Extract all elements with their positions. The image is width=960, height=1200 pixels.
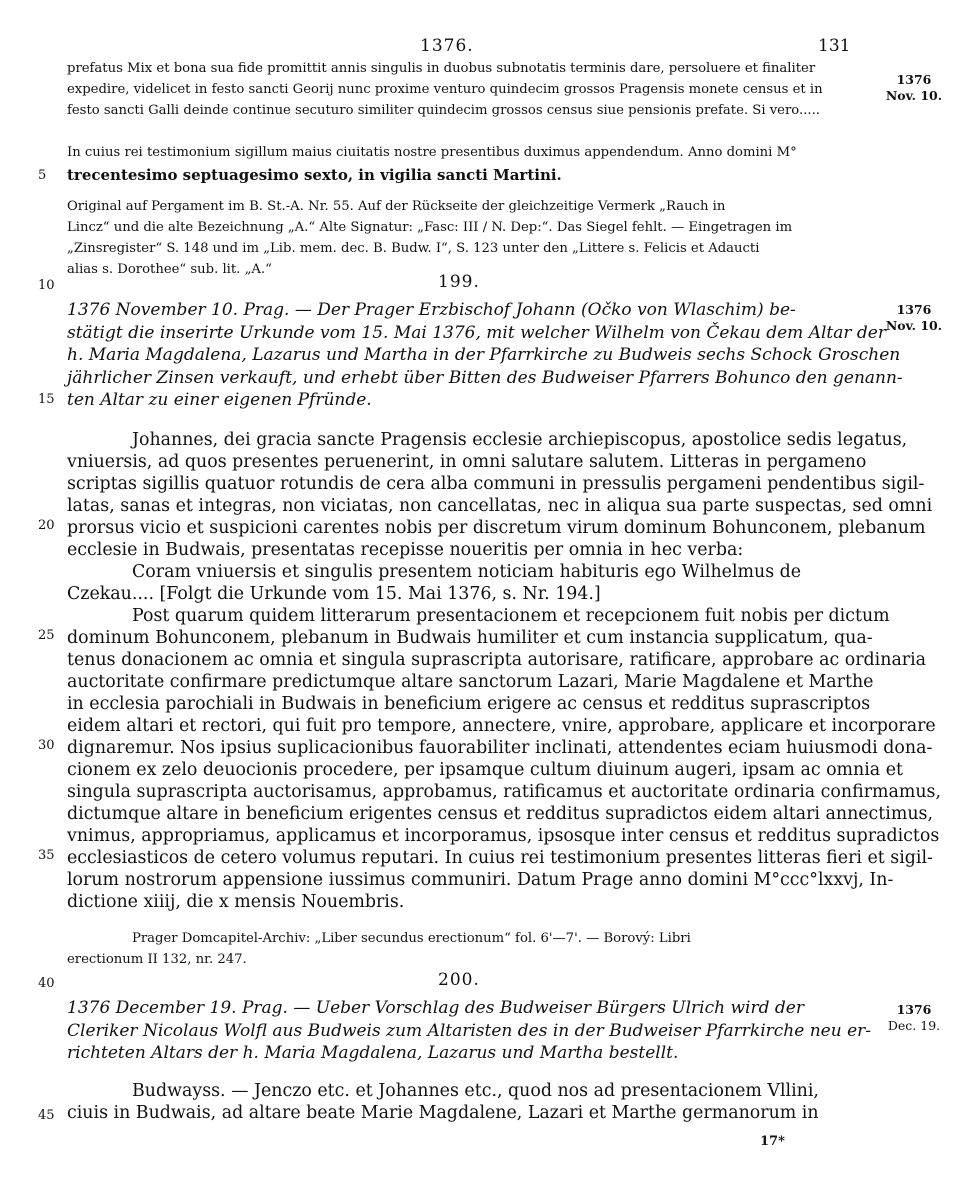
text-line: „Zinsregister“ S. 148 und im „Lib. mem. dec. B. Budw. I“, S. 123 unter den „Littere s. Felicis et Adaucti — [67, 241, 760, 256]
text-line: trecentesimo septuagesimo sexto, in vigilia sancti Martini. — [67, 166, 562, 184]
text-line: 1376 December 19. Prag. — Ueber Vorschlag des Budweiser Bürgers Ulrich wird der — [67, 998, 804, 1018]
page-number: 131 — [818, 36, 851, 56]
document-number-199: 199. — [438, 272, 480, 292]
text-line: cionem ex zelo deuocionis procedere, per ipsamque cultum diuinum augeri, ipsam ac omnia et — [67, 760, 903, 780]
signature-mark: 17* — [760, 1134, 785, 1149]
text-line: stätigt die inserirte Urkunde vom 15. Mai 1376, mit welcher Wilhelm von Čekau dem Altar der — [67, 322, 886, 343]
text-line: Johannes, dei gracia sancte Pragensis ecclesie archiepiscopus, apostolice sedis legatus, — [132, 430, 908, 450]
text-line: dictione xiiij, die x mensis Nouembris. — [67, 892, 405, 912]
line-number: 10 — [38, 278, 55, 293]
text-line: scriptas sigillis quatuor rotundis de cera alba communi in pressulis pergameni pendentibus sigil- — [67, 474, 925, 494]
text-line: prorsus vicio et suspicioni carentes nobis per discretum virum dominum Bohunconem, plebanum — [67, 518, 926, 538]
text-line: vniuersis, ad quos presentes peruenerint, in omni salutare salutem. Litteras in pergameno — [67, 452, 867, 472]
running-header-year: 1376. — [420, 36, 474, 56]
text-line: alias s. Dorothee“ sub. lit. „A.“ — [67, 262, 272, 277]
text-line: prefatus Mix et bona sua fide promittit annis singulis in duobus subnotatis terminis dare, persoluere et finaliter — [67, 61, 816, 76]
text-line: expedire, videlicet in festo sancti Georij nunc proxime venturo quindecim grossos Pragensis monete census et in — [67, 82, 823, 97]
line-number: 35 — [38, 848, 55, 863]
line-number: 20 — [38, 518, 55, 533]
text-line: Coram vniuersis et singulis presentem noticiam habituris ego Wilhelmus de — [132, 562, 802, 582]
archival-note-198 — [67, 196, 867, 280]
text-line: dictumque altare in beneficium erigentes census et redditus supradictos eidem altari annectimus, — [67, 804, 933, 824]
document-text-200 — [67, 1080, 867, 1124]
text-line: eidem altari et rectori, qui fuit pro tempore, annectere, vnire, approbare, applicare et incorporare — [67, 716, 936, 736]
document-text-199 — [67, 429, 942, 913]
regest-200 — [67, 997, 871, 1065]
text-line: In cuius rei testimonium sigillum maius ciuitatis nostre presentibus duximus appendendum. Anno domini M° — [67, 145, 797, 160]
intro-text-final — [67, 142, 867, 186]
text-line: jährlicher Zinsen verkauft, und erhebt über Bitten des Budweiser Pfarrers Bohunco den genann- — [67, 367, 903, 388]
text-line: Budwayss. — Jenczo etc. et Johannes etc., quod nos ad presentacionem Vllini, — [132, 1081, 819, 1101]
text-line: lorum nostrorum appensione iussimus communiri. Datum Prage anno domini M°ccc°lxxvj, In- — [67, 870, 894, 890]
line-number: 5 — [38, 168, 47, 183]
text-line: festo sancti Galli deinde continue secuturo similiter quindecim grossos census siue pensionis prefate. Si vero..... — [67, 103, 820, 118]
text-line: Original auf Pergament im B. St.-A. Nr. 55. Auf der Rückseite der gleichzeitige Vermerk „Rauch in — [67, 199, 726, 214]
text-line: 1376 November 10. Prag. — Der Prager Erzbischof Johann (Očko von Wlaschim) be- — [67, 300, 796, 320]
regest-199 — [67, 299, 903, 412]
text-line: Prager Domcapitel-Archiv: „Liber secundus erectionum“ fol. 6'—7'. — Borový: Libri — [132, 931, 691, 946]
line-number: 40 — [38, 976, 55, 991]
text-line: ecclesie in Budwais, presentatas recepisse noueritis per omnia in hec verba: — [67, 540, 744, 560]
margin-date-2: 1376 Nov. 10. — [885, 302, 943, 333]
text-line: ecclesiasticos de cetero volumus reputari. In cuius rei testimonium presentes litteras fieri et sigil- — [67, 848, 933, 868]
text-line: vnimus, appropriamus, applicamus et incorporamus, ipsosque inter census et redditus supradictos — [67, 826, 940, 846]
margin-date-1: 1376 Nov. 10. — [885, 72, 943, 103]
text-line: Post quarum quidem litterarum presentacionem et recepcionem fuit nobis per dictum — [132, 606, 890, 626]
archival-note-199 — [67, 928, 867, 970]
text-line: Cleriker Nicolaus Wolfl aus Budweis zum Altaristen des in der Budweiser Pfarrkirche neu er- — [67, 1020, 871, 1041]
document-number-200: 200. — [438, 970, 480, 990]
text-line: h. Maria Magdalena, Lazarus und Martha in der Pfarrkirche zu Budweis sechs Schock Groschen — [67, 345, 901, 366]
text-line: ten Altar zu einer eigenen Pfründe. — [67, 390, 372, 411]
text-line: tenus donacionem ac omnia et singula suprascripta autorisare, ratificare, approbare ac ordinaria — [67, 650, 927, 670]
text-line: latas, sanas et integras, non viciatas, non cancellatas, nec in aliqua sua parte suspectas, sed omni — [67, 496, 933, 516]
text-line: dignaremur. Nos ipsius suplicacionibus fauorabiliter inclinati, attendentes eciam huiusmodi dona- — [67, 738, 933, 758]
text-line: dominum Bohunconem, plebanum in Budwais humiliter et cum instancia supplicatum, qua- — [67, 628, 873, 648]
line-number: 45 — [38, 1108, 55, 1123]
margin-date-3: 1376 Dec. 19. — [887, 1002, 941, 1033]
intro-text — [67, 58, 867, 121]
text-line: erectionum II 132, nr. 247. — [67, 952, 247, 967]
text-line: auctoritate confirmare predictumque altare sanctorum Lazari, Marie Magdalene et Marthe — [67, 672, 874, 692]
text-line: in ecclesia parochiali in Budwais in beneficium erigere ac census et redditus suprascriptos — [67, 694, 871, 714]
text-line: Czekau.... [Folgt die Urkunde vom 15. Mai 1376, s. Nr. 194.] — [67, 584, 601, 604]
text-line: singula suprascripta auctorisamus, approbamus, ratificamus et auctoritate ordinaria confirmamus, — [67, 782, 942, 802]
text-line: richteten Altars der h. Maria Magdalena, Lazarus und Martha bestellt. — [67, 1043, 679, 1064]
text-line: Lincz“ und die alte Bezeichnung „A.“ Alte Signatur: „Fasc: III / N. Dep:“. Das Siegel fehlt. — Eingetragen im — [67, 220, 793, 235]
line-number: 15 — [38, 392, 55, 407]
line-number: 25 — [38, 628, 55, 643]
line-number: 30 — [38, 738, 55, 753]
text-line: ciuis in Budwais, ad altare beate Marie Magdalene, Lazari et Marthe germanorum in — [67, 1103, 819, 1123]
